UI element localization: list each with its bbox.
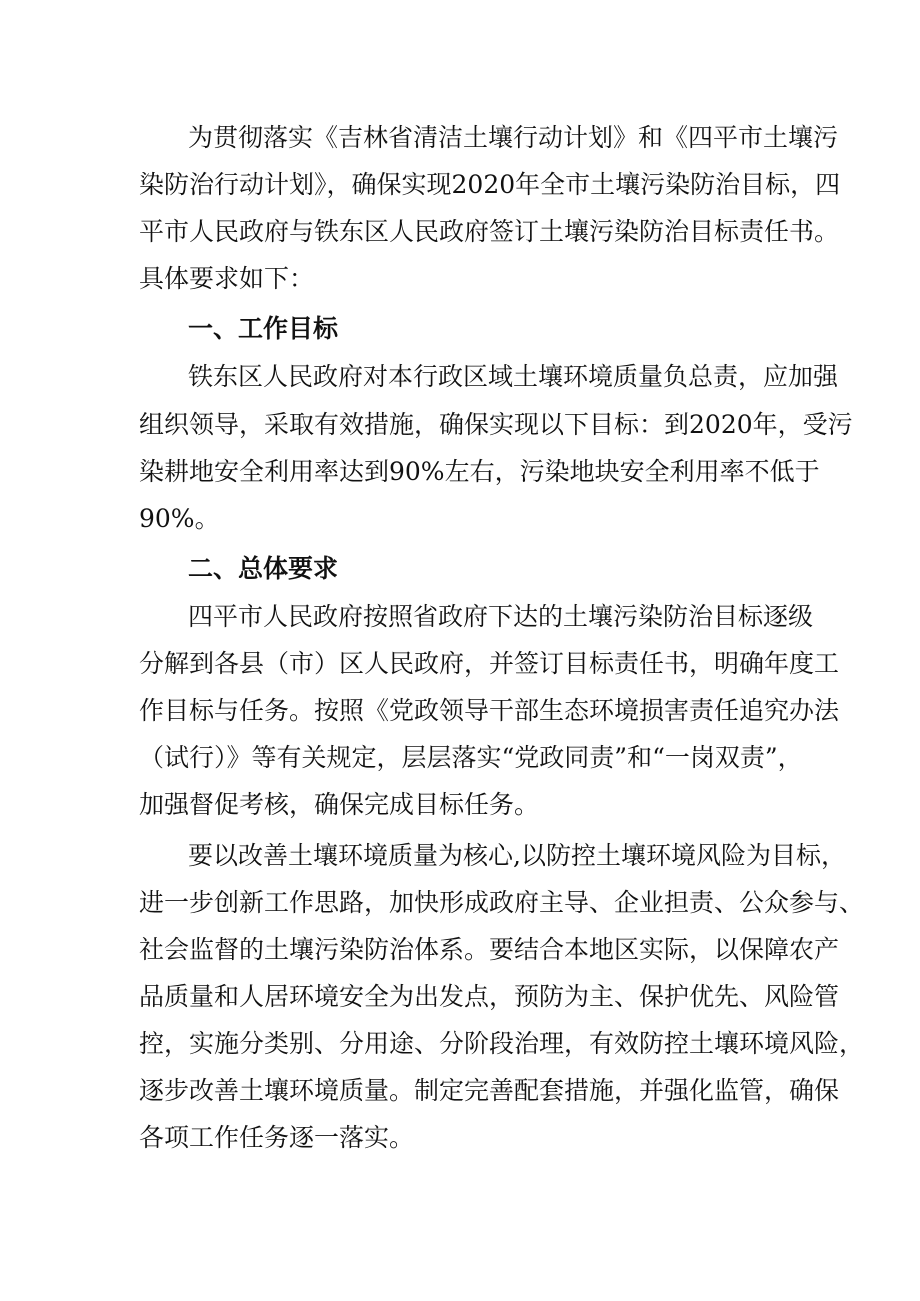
work-goals-line-1: 铁东区人民政府对本行政区域土壤环境质量负总责，应加强 (188, 362, 839, 391)
intro-line-1: 为贯彻落实《吉林省清洁土壤行动计划》和《四平市土壤污 (188, 123, 839, 152)
overall-req-1-line-3: 作目标与任务。按照《党政领导干部生态环境损害责任追究办法 (139, 696, 840, 725)
intro-line-2: 染防治行动计划》，确保实现2020年全市土壤污染防治目标，四 (139, 170, 841, 199)
overall-req-2-line-3: 社会监督的土壤污染防治体系。要结合本地区实际，以保障农产 (139, 935, 840, 964)
heading-work-goals: 一、工作目标 (188, 314, 339, 343)
overall-req-2-line-1: 要以改善土壤环境质量为核心,以防控土壤环境风险为目标， (188, 841, 846, 870)
overall-req-1-line-4: （试行）》等有关规定，层层落实“党政同责”和“一岗双责”， (139, 743, 803, 772)
overall-req-1-line-1: 四平市人民政府按照省政府下达的土壤污染防治目标逐级 (188, 602, 814, 631)
intro-line-4: 具体要求如下： (139, 264, 315, 293)
overall-req-2-line-6: 逐步改善土壤环境质量。制定完善配套措施，并强化监管，确保 (139, 1076, 840, 1105)
work-goals-line-4: 90%。 (139, 504, 220, 533)
work-goals-line-2: 组织领导，采取有效措施，确保实现以下目标：到2020年，受污 (139, 410, 853, 439)
overall-req-2-line-2: 进一步创新工作思路，加快形成政府主导、企业担责、公众参与、 (139, 888, 865, 917)
work-goals-line-3: 染耕地安全利用率达到90%左右，污染地块安全利用率不低于 (139, 457, 820, 486)
overall-req-2-line-5: 控，实施分类别、分用途、分阶段治理，有效防控土壤环境风险， (139, 1029, 865, 1058)
overall-req-1-line-2: 分解到各县（市）区人民政府，并签订目标责任书，明确年度工 (139, 649, 840, 678)
intro-line-3: 平市人民政府与铁东区人民政府签订土壤污染防治目标责任书。 (139, 217, 840, 246)
heading-overall-requirements: 二、总体要求 (188, 554, 339, 583)
overall-req-1-line-5: 加强督促考核，确保完成目标任务。 (139, 790, 540, 819)
overall-req-2-line-7: 各项工作任务逐一落实。 (139, 1123, 415, 1152)
overall-req-2-line-4: 品质量和人居环境安全为出发点，预防为主、保护优先、风险管 (139, 982, 840, 1011)
